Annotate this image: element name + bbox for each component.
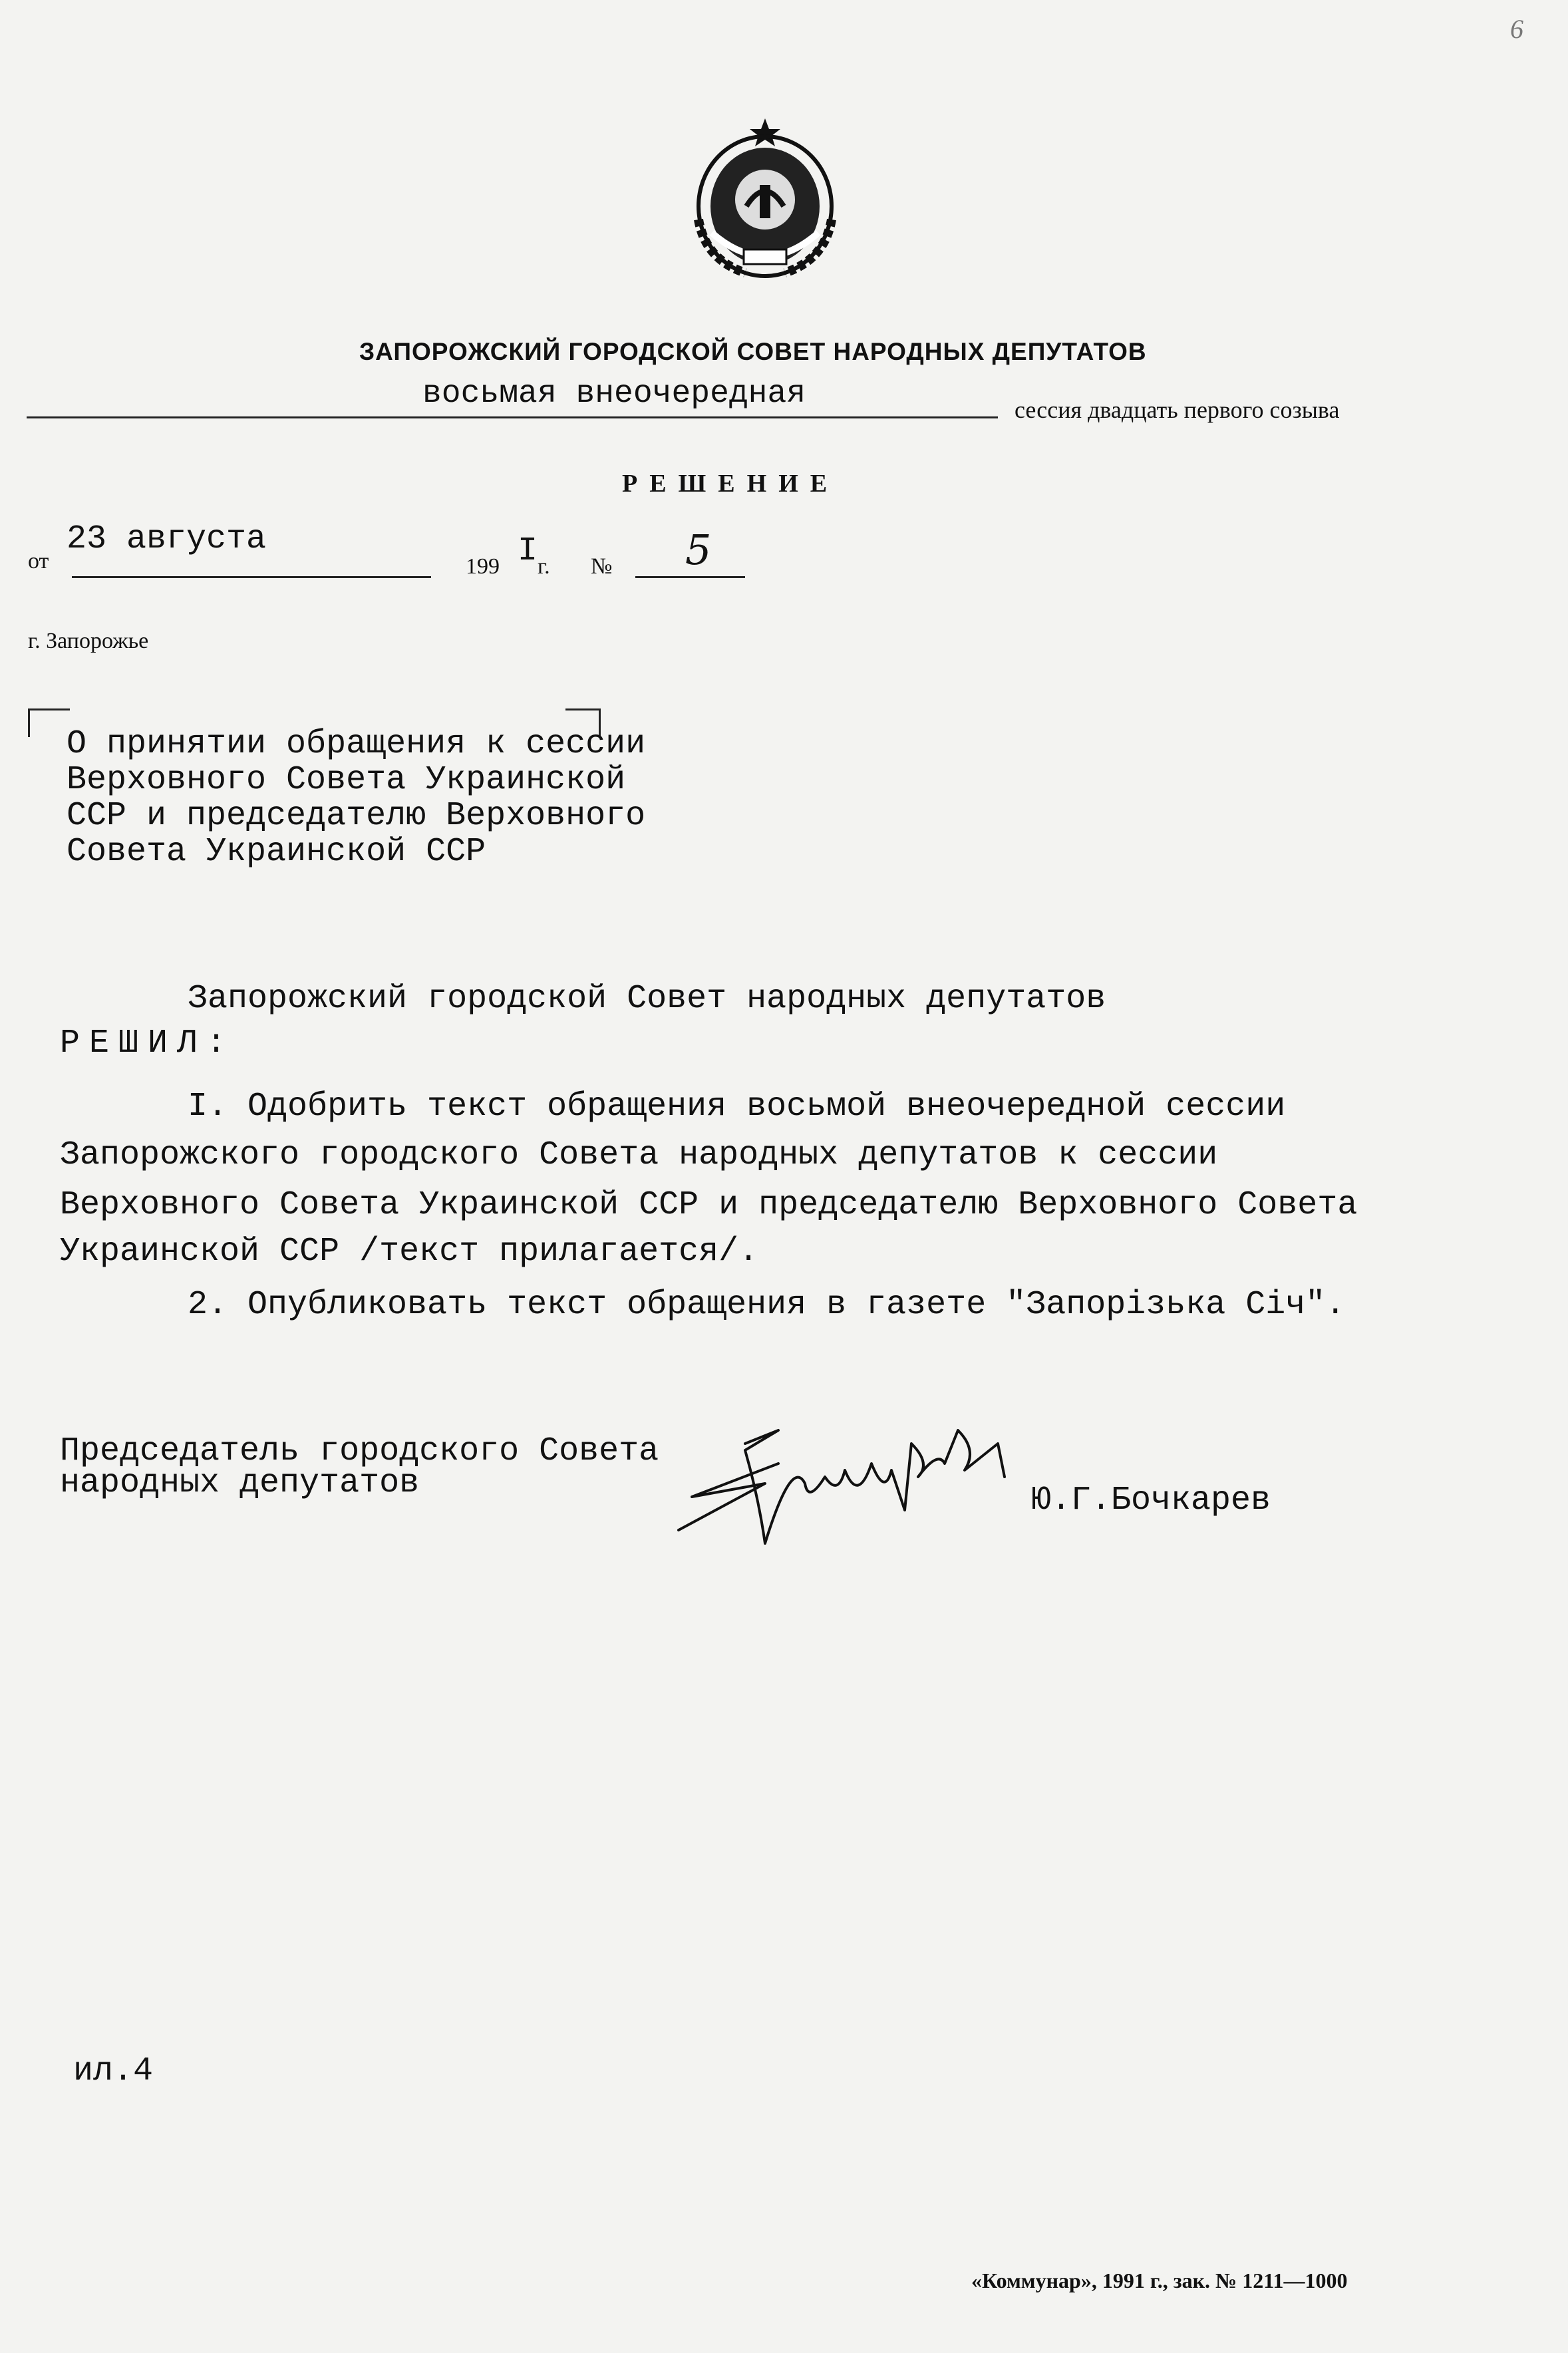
handwritten-signature <box>665 1404 1038 1557</box>
subject-block <box>67 726 645 870</box>
decision-date: 23 августа <box>67 520 267 558</box>
signatory-title <box>60 1432 659 1502</box>
signatory-name: Ю.Г.Бочкарев <box>1031 1482 1271 1519</box>
printer-imprint: «Коммунар», 1991 г., зак. № 1211—1000 <box>971 2269 1348 2292</box>
year-suffix: г. <box>538 554 550 579</box>
ukrainian-ssr-emblem-icon <box>685 113 845 286</box>
decision-number: 5 <box>685 526 712 574</box>
body-intro: Запорожский городской Совет народных депутатов <box>188 980 1106 1018</box>
session-convocation: сессия двадцать первого созыва <box>1015 396 1340 423</box>
number-sign: № <box>591 554 613 579</box>
session-number: восьмая внеочередная <box>422 376 806 412</box>
signatory-title-line: народных депутатов <box>60 1464 420 1502</box>
subject-line: Совета Украинской ССР <box>67 833 486 871</box>
page-number-mark: 6 <box>1510 14 1523 44</box>
illustration-ref: ил.4 <box>73 2052 154 2090</box>
item1-line: I. Одобрить текст обращения восьмой внеочередной сессии <box>188 1088 1286 1126</box>
date-underline <box>72 576 431 578</box>
session-underline <box>27 416 998 418</box>
subject-bracket-left <box>28 708 70 737</box>
subject-line: Верховного Совета Украинской <box>67 761 626 799</box>
item1-line: Запорожского городского Совета народных депутатов к сессии <box>60 1136 1218 1174</box>
body-decided: РЕШИЛ: <box>60 1024 236 1062</box>
subject-line: ССР и председателю Верховного <box>67 797 646 835</box>
item1-line: Верховного Совета Украинской ССР и председателю Верховного Совета <box>60 1186 1358 1224</box>
document-type-title: РЕШЕНИЕ <box>622 470 840 498</box>
item1-line: Украинской ССР /текст прилагается/. <box>60 1233 759 1271</box>
council-name: ЗАПОРОЖСКИЙ ГОРОДСКОЙ СОВЕТ НАРОДНЫХ ДЕПУТАТОВ <box>359 338 1147 365</box>
city-name: г. Запорожье <box>28 629 149 653</box>
signatory-title-line: Председатель городского Совета <box>60 1432 659 1470</box>
date-prefix: от <box>28 549 49 573</box>
item2-line: 2. Опубликовать текст обращения в газете "Запорізька Січ". <box>188 1286 1346 1324</box>
year-prefix: 199 <box>466 554 500 579</box>
number-underline <box>635 576 745 578</box>
year-digit: I <box>518 532 538 570</box>
subject-line: О принятии обращения к сессии <box>67 725 646 763</box>
